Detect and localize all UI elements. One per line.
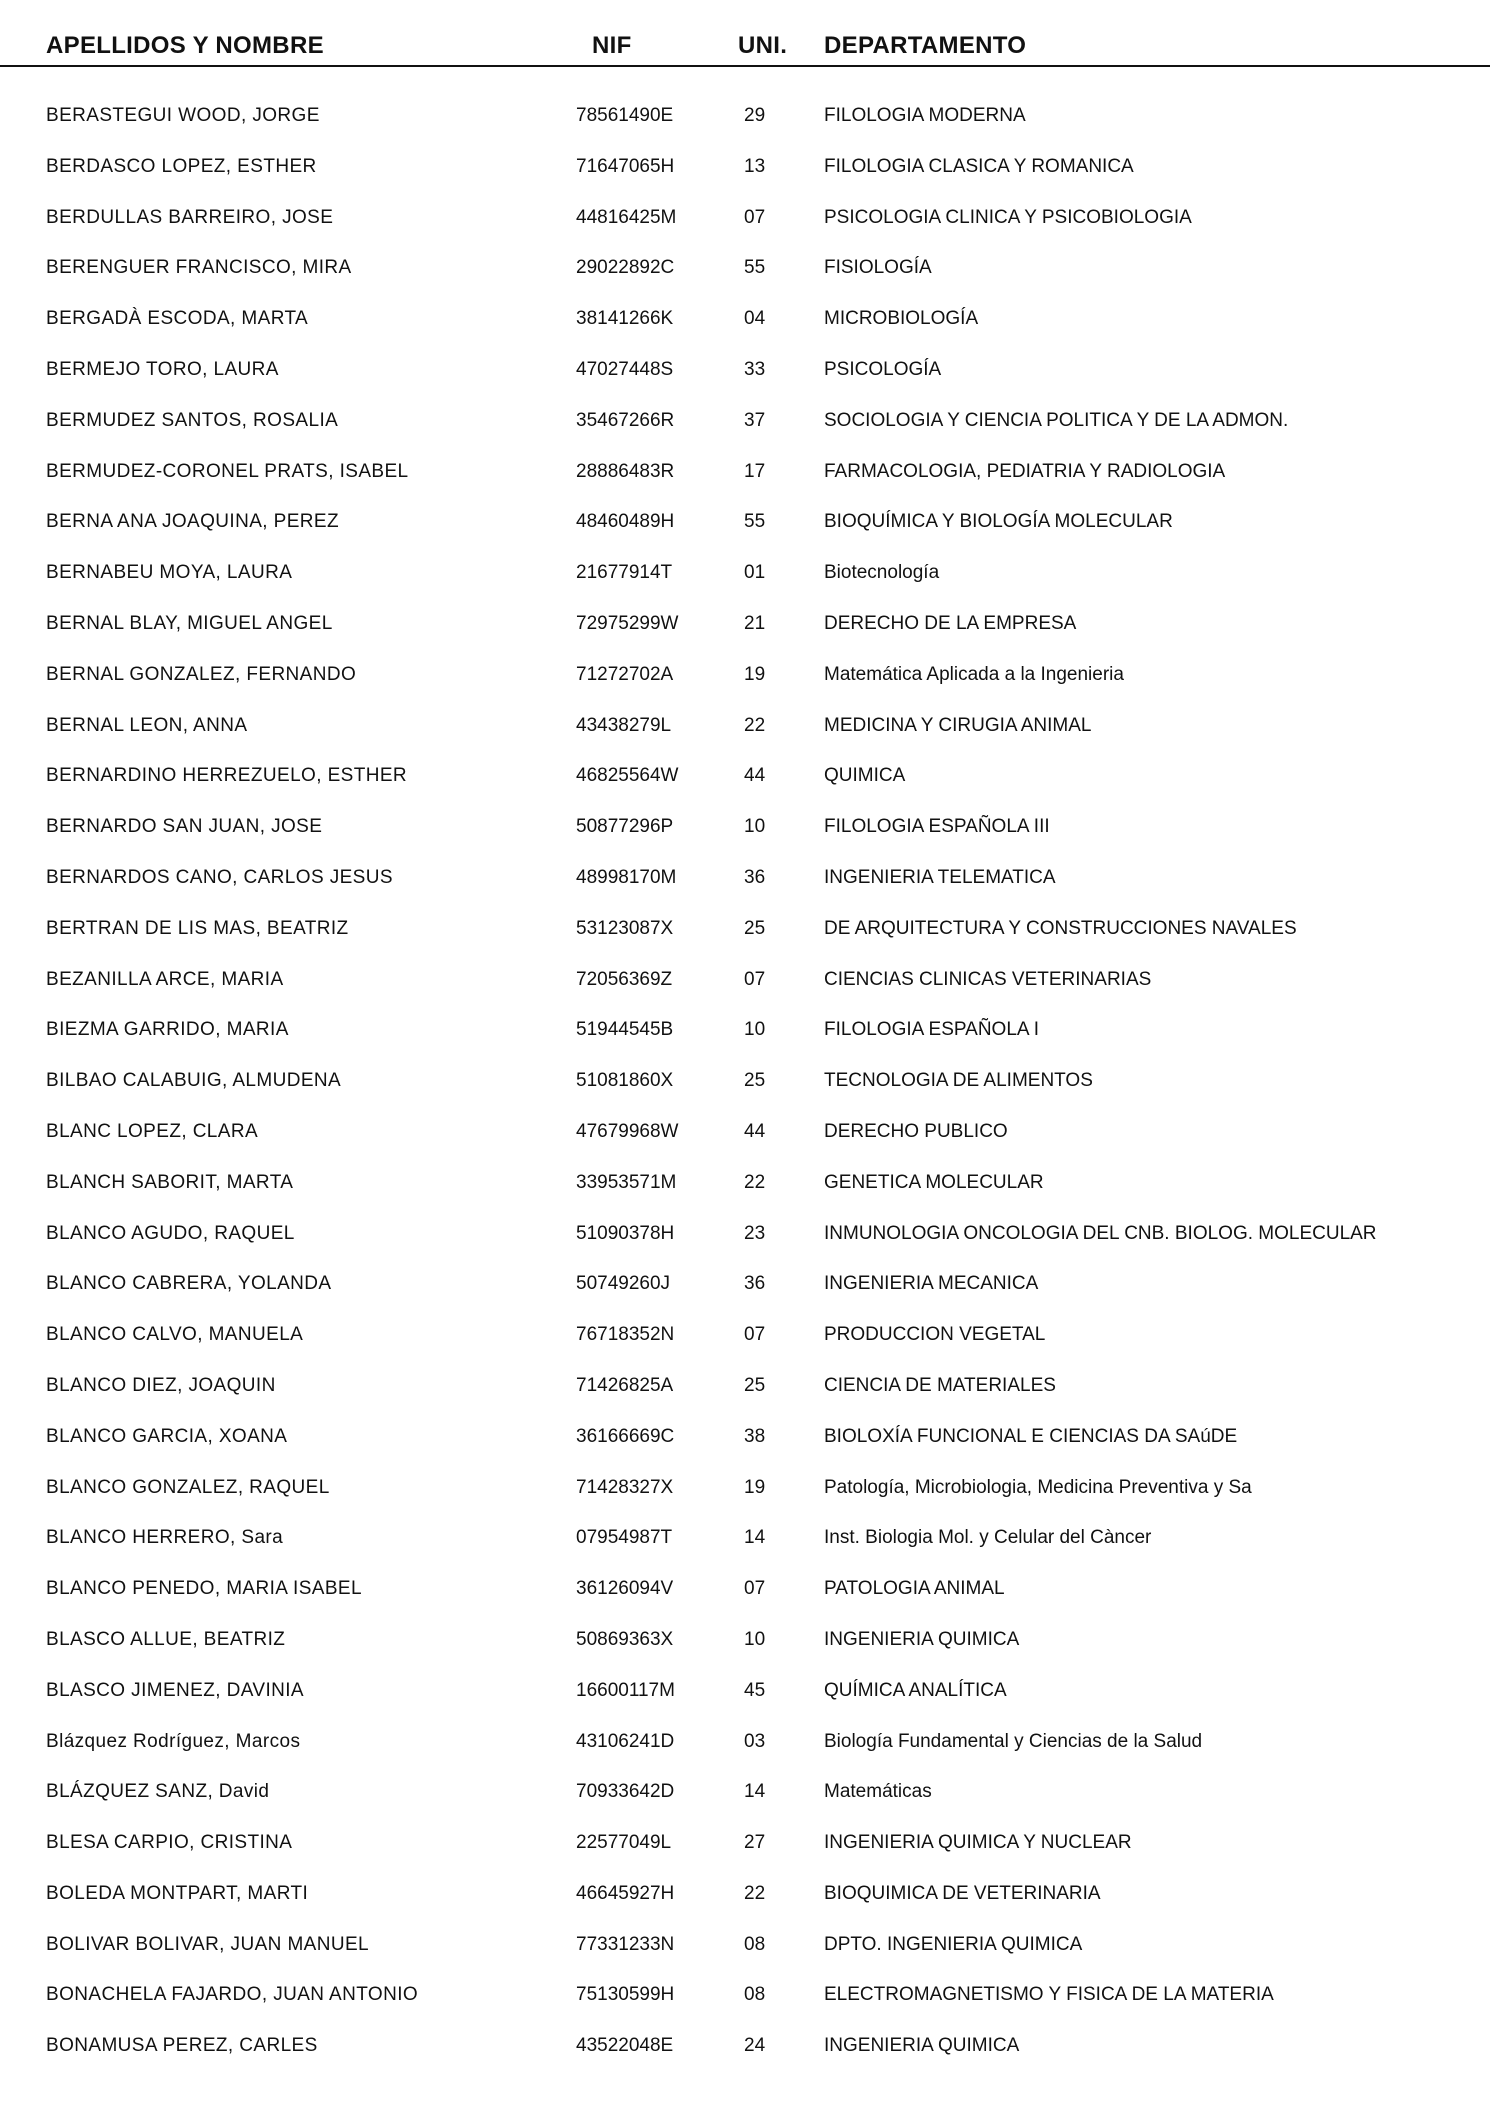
person-name: BONAMUSA PEREZ, CARLES [46,2035,318,2057]
department-name: PRODUCCION VEGETAL [824,1324,1046,1346]
table-row [0,802,1500,853]
uni-code: 38 [744,1425,766,1447]
department-name: DE ARQUITECTURA Y CONSTRUCCIONES NAVALES [824,917,1297,939]
nif-value: 33953571M [576,1171,677,1193]
nif-value: 21677914T [576,562,673,584]
person-name: BILBAO CALABUIG, ALMUDENA [46,1070,342,1092]
uni-code: 25 [744,917,766,939]
department-name: INGENIERIA TELEMATICA [824,866,1056,888]
nif-value: 48998170M [576,866,677,888]
person-name: BOLEDA MONTPART, MARTI [46,1882,309,1904]
table-row [0,955,1500,1006]
department-name: INMUNOLOGIA ONCOLOGIA DEL CNB. BIOLOG. MOLECULAR [824,1222,1377,1244]
nif-value: 51081860X [576,1070,674,1092]
table-row [0,243,1500,294]
uni-code: 33 [744,358,766,380]
table-row [0,1869,1500,1920]
uni-code: 37 [744,409,766,431]
department-name: INGENIERIA QUIMICA [824,1628,1020,1650]
person-name: BLASCO JIMENEZ, DAVINIA [46,1679,305,1701]
nif-value: 48460489H [576,511,675,533]
department-name: BIOLOXÍA FUNCIONAL E CIENCIAS DA SAúDE [824,1425,1238,1447]
nif-value: 77331233N [576,1933,675,1955]
uni-code: 19 [744,1476,766,1498]
nif-value: 43106241D [576,1730,675,1752]
nif-value: 46645927H [576,1882,675,1904]
uni-code: 14 [744,1781,766,1803]
nif-value: 78561490E [576,105,674,126]
department-name: DERECHO PUBLICO [824,1120,1008,1142]
department-name: PSICOLOGÍA [824,358,942,380]
table-row [0,2021,1500,2072]
department-name: FARMACOLOGIA, PEDIATRIA Y RADIOLOGIA [824,460,1226,482]
table-row [0,1310,1500,1361]
table-body [0,91,1500,2072]
nif-value: 38141266K [576,308,674,330]
nif-value: 51090378H [576,1222,675,1244]
person-name: BERNARDOS CANO, CARLOS JESUS [46,866,393,888]
column-header-name: APELLIDOS Y NOMBRE [46,32,324,59]
table-row [0,142,1500,193]
person-name: BERDASCO LOPEZ, ESTHER [46,155,317,177]
table-row [0,1463,1500,1514]
person-name: BEZANILLA ARCE, MARIA [46,968,284,990]
person-name: BLANCO HERRERO, Sara [46,1527,284,1549]
person-name: BERTRAN DE LIS MAS, BEATRIZ [46,917,349,939]
table-row [0,1615,1500,1666]
table-row [0,1920,1500,1971]
table-row [0,853,1500,904]
column-header-uni: UNI. [738,32,788,59]
department-name: Matemática Aplicada a la Ingenieria [824,663,1124,685]
table-row [0,599,1500,650]
table-row [0,1513,1500,1564]
uni-code: 07 [744,1324,766,1346]
department-name: TECNOLOGIA DE ALIMENTOS [824,1070,1093,1092]
nif-value: 53123087X [576,917,674,939]
table-row [0,650,1500,701]
nif-value: 28886483R [576,460,675,482]
uni-code: 07 [744,206,766,228]
table-row [0,447,1500,498]
person-name: Blázquez Rodríguez, Marcos [46,1730,301,1752]
department-name: INGENIERIA QUIMICA [824,2035,1020,2057]
table-row [0,701,1500,752]
uni-code: 01 [744,562,766,584]
column-header-nif: NIF [592,32,632,59]
nif-value: 71426825A [576,1374,674,1396]
department-name: FISIOLOGÍA [824,257,932,279]
person-name: BERNAL GONZALEZ, FERNANDO [46,663,357,685]
uni-code: 25 [744,1070,766,1092]
nif-value: 43438279L [576,714,672,736]
uni-code: 10 [744,1628,766,1650]
table-row [0,1412,1500,1463]
department-name: GENETICA MOLECULAR [824,1171,1044,1193]
nif-value: 36126094V [576,1578,674,1600]
table-row [0,345,1500,396]
department-name: MEDICINA Y CIRUGIA ANIMAL [824,714,1092,736]
uni-code: 08 [744,1984,766,2006]
uni-code: 36 [744,866,766,888]
person-name: BERNABEU MOYA, LAURA [46,562,293,584]
person-name: BERASTEGUI WOOD, JORGE [46,105,320,126]
department-name: FILOLOGIA ESPAÑOLA I [824,1019,1040,1041]
person-name: BERGADÀ ESCODA, MARTA [46,308,309,330]
person-name: BIEZMA GARRIDO, MARIA [46,1019,289,1041]
department-name: CIENCIAS CLINICAS VETERINARIAS [824,968,1152,990]
person-name: BERNARDO SAN JUAN, JOSE [46,816,323,838]
department-name: MICROBIOLOGÍA [824,308,979,330]
uni-code: 36 [744,1273,766,1295]
uni-code: 17 [744,460,766,482]
table-row [0,904,1500,955]
table-row [0,1005,1500,1056]
table-row [0,1564,1500,1615]
uni-code: 21 [744,612,766,634]
nif-value: 70933642D [576,1781,675,1803]
department-name: ELECTROMAGNETISMO Y FISICA DE LA MATERIA [824,1984,1274,2006]
table-row [0,1107,1500,1158]
column-header-department: DEPARTAMENTO [824,32,1027,59]
uni-code: 23 [744,1222,766,1244]
nif-value: 36166669C [576,1425,675,1447]
department-name: PSICOLOGIA CLINICA Y PSICOBIOLOGIA [824,206,1192,228]
department-name: Biotecnología [824,562,940,584]
person-name: BERDULLAS BARREIRO, JOSE [46,206,334,228]
person-name: BERNAL LEON, ANNA [46,714,248,736]
department-name: INGENIERIA MECANICA [824,1273,1039,1295]
department-name: INGENIERIA QUIMICA Y NUCLEAR [824,1832,1132,1854]
person-name: BERNA ANA JOAQUINA, PEREZ [46,511,339,533]
table-row [0,1056,1500,1107]
nif-value: 47679968W [576,1120,679,1142]
table-row [0,1259,1500,1310]
uni-code: 19 [744,663,766,685]
nif-value: 75130599H [576,1984,675,2006]
department-name: DPTO. INGENIERIA QUIMICA [824,1933,1083,1955]
uni-code: 04 [744,308,766,330]
nif-value: 50869363X [576,1628,674,1650]
nif-value: 71428327X [576,1476,674,1498]
uni-code: 08 [744,1933,766,1955]
nif-value: 50877296P [576,816,674,838]
uni-code: 10 [744,1019,766,1041]
table-row [0,751,1500,802]
nif-value: 72056369Z [576,968,673,990]
nif-value: 72975299W [576,612,679,634]
nif-value: 44816425M [576,206,677,228]
person-name: BERMUDEZ SANTOS, ROSALIA [46,409,339,431]
uni-code: 13 [744,155,766,177]
uni-code: 22 [744,1171,766,1193]
department-name: PATOLOGIA ANIMAL [824,1578,1005,1600]
table-row [0,497,1500,548]
department-name: FILOLOGIA ESPAÑOLA III [824,816,1050,838]
uni-code: 22 [744,1882,766,1904]
person-name: BERMEJO TORO, LAURA [46,358,279,380]
department-name: DERECHO DE LA EMPRESA [824,612,1077,634]
uni-code: 22 [744,714,766,736]
nif-value: 43522048E [576,2035,674,2057]
nif-value: 35467266R [576,409,675,431]
nif-value: 22577049L [576,1832,672,1854]
table-row [0,548,1500,599]
person-name: BERENGUER FRANCISCO, MIRA [46,257,352,279]
department-name: FILOLOGIA CLASICA Y ROMANICA [824,155,1134,177]
department-name: BIOQUÍMICA Y BIOLOGÍA MOLECULAR [824,511,1173,533]
person-name: BONACHELA FAJARDO, JUAN ANTONIO [46,1984,419,2006]
person-name: BLANCO GARCIA, XOANA [46,1425,288,1447]
person-name: BLANCO AGUDO, RAQUEL [46,1222,295,1244]
person-name: BERNARDINO HERREZUELO, ESTHER [46,765,408,787]
uni-code: 55 [744,511,766,533]
table-header [0,0,1500,70]
uni-code: 27 [744,1832,766,1854]
uni-code: 29 [744,105,766,126]
person-name: BLANCO DIEZ, JOAQUIN [46,1374,276,1396]
uni-code: 10 [744,816,766,838]
nif-value: 76718352N [576,1324,675,1346]
uni-code: 07 [744,968,766,990]
uni-code: 14 [744,1527,766,1549]
uni-code: 07 [744,1578,766,1600]
uni-code: 44 [744,1120,766,1142]
person-name: BLANCO CABRERA, YOLANDA [46,1273,332,1295]
nif-value: 47027448S [576,358,674,380]
table-row [0,1361,1500,1412]
uni-code: 44 [744,765,766,787]
department-name: SOCIOLOGIA Y CIENCIA POLITICA Y DE LA ADMON. [824,409,1289,431]
department-name: QUIMICA [824,765,906,787]
person-name: BLÁZQUEZ SANZ, David [46,1781,270,1803]
table-row [0,1209,1500,1260]
table-row [0,1666,1500,1717]
person-name: BOLIVAR BOLIVAR, JUAN MANUEL [46,1933,370,1955]
table-row [0,294,1500,345]
person-name: BERNAL BLAY, MIGUEL ANGEL [46,612,333,634]
uni-code: 24 [744,2035,766,2057]
nif-value: 16600117M [576,1679,675,1701]
uni-code: 55 [744,257,766,279]
nif-value: 51944545B [576,1019,674,1041]
department-name: Patología, Microbiologia, Medicina Preventiva y Sa [824,1476,1252,1498]
department-name: Biología Fundamental y Ciencias de la Salud [824,1730,1203,1752]
department-name: BIOQUIMICA DE VETERINARIA [824,1882,1101,1904]
department-name: Matemáticas [824,1781,932,1803]
nif-value: 07954987T [576,1527,673,1549]
nif-value: 50749260J [576,1273,671,1295]
nif-value: 29022892C [576,257,675,279]
uni-code: 03 [744,1730,766,1752]
person-name: BLANCH SABORIT, MARTA [46,1171,294,1193]
table-row [0,396,1500,447]
table-row [0,193,1500,244]
nif-value: 71647065H [576,155,675,177]
nif-value: 71272702A [576,663,674,685]
table-row [0,1767,1500,1818]
department-name: FILOLOGIA MODERNA [824,105,1026,126]
department-name: Inst. Biologia Mol. y Celular del Càncer [824,1527,1152,1549]
department-name: QUÍMICA ANALÍTICA [824,1679,1007,1701]
uni-code: 25 [744,1374,766,1396]
person-name: BLANCO GONZALEZ, RAQUEL [46,1476,330,1498]
person-name: BLESA CARPIO, CRISTINA [46,1832,293,1854]
uni-code: 45 [744,1679,766,1701]
table-row [0,1818,1500,1869]
table-row [0,91,1500,142]
nif-value: 46825564W [576,765,679,787]
person-name: BLASCO ALLUE, BEATRIZ [46,1628,286,1650]
department-name: CIENCIA DE MATERIALES [824,1374,1056,1396]
table-row [0,1970,1500,2021]
person-name: BERMUDEZ-CORONEL PRATS, ISABEL [46,460,409,482]
person-name: BLANCO CALVO, MANUELA [46,1324,304,1346]
header-divider [0,65,1490,67]
person-name: BLANCO PENEDO, MARIA ISABEL [46,1578,362,1600]
table-row [0,1717,1500,1768]
table-row [0,1158,1500,1209]
person-name: BLANC LOPEZ, CLARA [46,1120,259,1142]
